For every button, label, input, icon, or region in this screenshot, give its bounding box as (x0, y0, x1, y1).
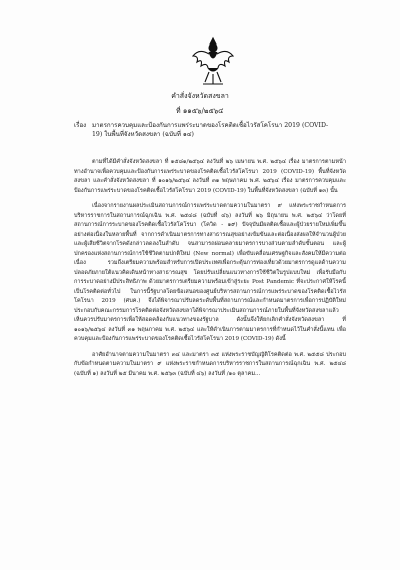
subject-text: มาตรการควบคุมและป้องกันการแพร่ระบาดของโรคติดเชื้อไวรัสโคโรนา 2019 (COVID-19) ในพื้นที่จังหวัดสงขลา (ฉบับที่ ๑๔) (92, 122, 329, 138)
document-body (74, 158, 346, 385)
paragraph-3: อาศัยอำนาจตามความในมาตรา ๓๔ และมาตรา ๓๕ แห่งพระราชบัญญัติโรคติดต่อ พ.ศ. ๒๕๕๘ ประกอบกับข้อกำหนดตามความในมาตรา ๙ แห่งพระราชกำหนดการบริหารราชการในสถานการณ์ฉุกเฉิน พ.ศ. ๒๕๔๘ (ฉบับที่ ๑) ลงวันที่ ๒๕ มีนาคม พ.ศ. ๒๕๖๓ (ฉบับที่ ๔๖) ลงวันที่ /๑๐ ตุลาคม... (74, 351, 346, 377)
paragraph-2: เนื่องจากรายงานผลประเมินสถานการณ์การแพร่ระบาดตามความในมาตรา ๙ แห่งพระราชกำหนดการบริหารราชการในสถานการณ์ฉุกเฉิน พ.ศ. ๒๕๔๘ (ฉบับที่ ๔๖) ลงวันที่ ๒๖ มิถุนายน พ.ศ. ๒๕๖๔ ว่าโดยที่สถานการณ์การระบาดของโรคติดเชื้อไวรัสโคโรนา (โควิด - ๑๙) ปัจจุบันมีผลติดเชื้อและผู้ป่วยรายใหม่เพิ่มขึ้นอย่างต่อเนื่องในหลายพื้นที่ จากการดำเนินมาตรการทางสาธารณสุขอย่างเข้มข้นและต่อเนื่องส่งผลให้จำนวนผู้ป่วยและผู้เสียชีวิตจากโรคดังกล่าวลดลงในลำดับ จนสามารถผ่อนคลายมาตรการบางส่วนตามลำดับขั้นตอน และผู้ปกครองแห่งสถานการณ์การใช้ชีวิตตามปกติใหม่ (New normal) เพื่อขับเคลื่อนเศรษฐกิจและสังคมให้มีความต่อเนื่อง รวมถึงเตรียมความพร้อมสำหรับการเปิดประเทศเพื่อกระตุ้นการท่องเที่ยวด้วยมาตรการดูแลด้านความปลอดภัยภายใต้แนวคิดเดินหน้าทางสาธารณสุข โดยปรับเปลี่ยนแนวทางการใช้ชีวิตในรูปแบบใหม่ เพื่อรับมือกับการระบาดอย่างมีประสิทธิภาพ ด้วยมาตรการเตรียมความพร้อมเข้าสู่ระยะ Post Pandemic ที่จะประกาศให้โรคนี้เป็นโรคติดต่อทั่วไป ในการนี้รัฐบาลโดยข้อเสนอของศูนย์บริหารสถานการณ์การแพร่ระบาดของโรคติดเชื้อไวรัสโคโรนา 2019 (ศบค.) จึงได้พิจารณาปรับลดระดับพื้นที่สถานการณ์และกำหนดมาตรการเพื่อการปฏิบัติใหม่ ประกอบกับคณะกรรมการโรคติดต่อจังหวัดสงขลาได้พิจารณาประเมินสถานการณ์ภายในพื้นที่จังหวัดสงขลาแล้วเห็นควรปรับมาตรการเพื่อให้สอดคล้องกับแนวทางของรัฐบาล ดังนั้นจึงให้ยกเลิกคำสั่งจังหวัดสงขลา ที่ ๑๐๑๖/๒๕๖๔ ลงวันที่ ๓๑ พฤษภาคม พ.ศ. ๒๕๖๔ และให้ดำเนินการตามมาตรการที่กำหนดไว้ในคำสั่งนี้แทน เพื่อควบคุมและป้องกันการแพร่ระบาดของโรคติดเชื้อไวรัสโคโรนา 2019 (COVID-19) ดังนี้ (74, 203, 346, 342)
subject-block (74, 121, 334, 139)
paragraph-1: ตามที่ได้มีคำสั่งจังหวัดสงขลา ที่ ๑๕๘๑/๒๕๖๔ ลงวันที่ ๒๖ เมษายน พ.ศ. ๒๕๖๔ เรื่อง มาตรการตามหน้าทางอำนาจเพื่อควบคุมและป้องกันการแพร่ระบาดของโรคติดเชื้อไวรัสโคโรนา 2019 (COVID-19) พื้นที่จังหวัดสงขลา และคำสั่งจังหวัดสงขลา ที่ ๑๐๑๖/๒๕๖๔ ลงวันที่ ๓๑ พฤษภาคม พ.ศ. ๒๕๖๔ เรื่อง มาตรการควบคุมและป้องกันการแพร่ระบาดของโรคติดเชื้อไวรัสโคโรนา 2019 (COVID-19) ในพื้นที่จังหวัดสงขลา (ฉบับที่ ๑๓) นั้น (74, 159, 346, 194)
subject-label: เรื่อง (74, 122, 87, 129)
order-number: ที่ ๑๑๕๖/๒๕๖๔ (176, 107, 224, 115)
garuda-emblem-icon (191, 34, 235, 86)
issuer-title: คำสั่งจังหวัดสงขลา (171, 92, 229, 100)
